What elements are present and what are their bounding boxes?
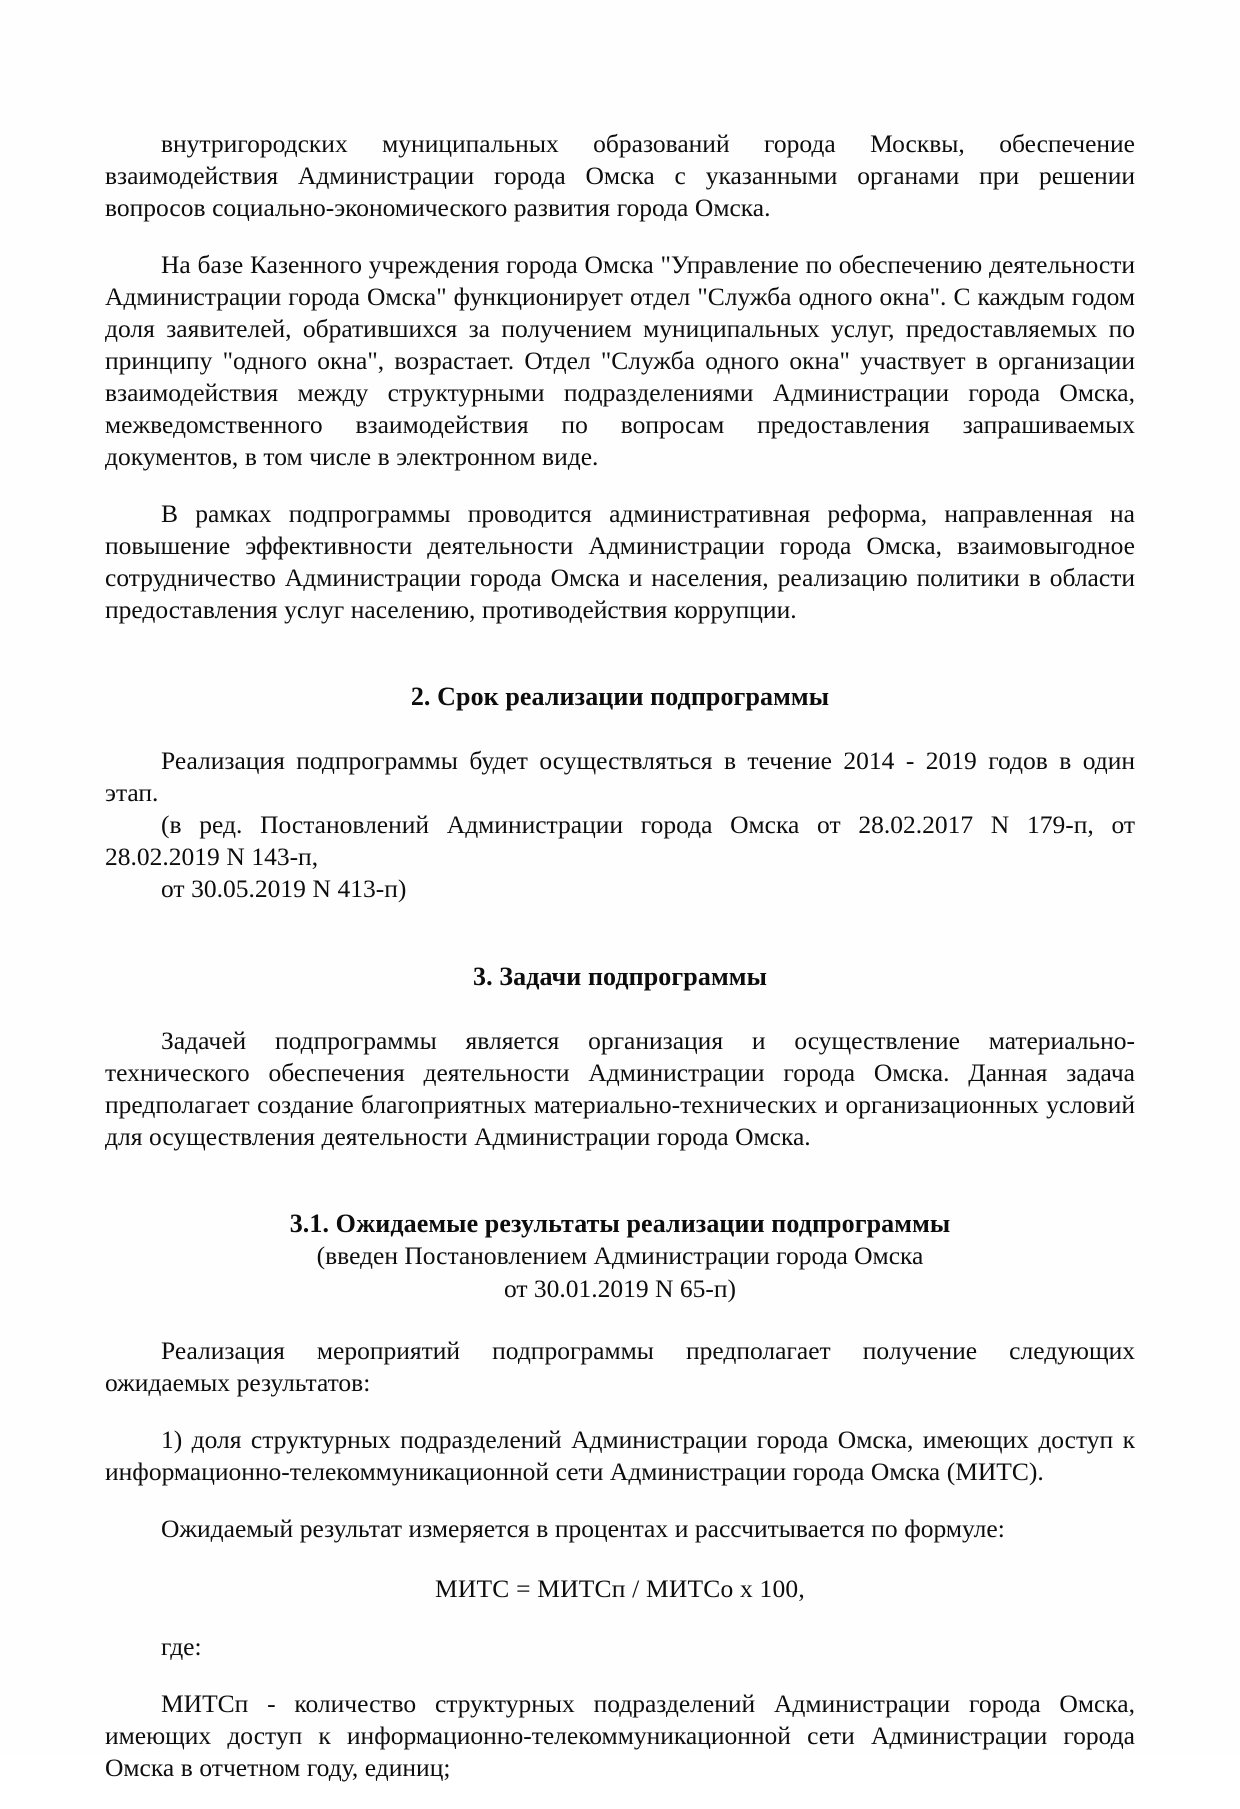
mitsp-definition: МИТСп - количество структурных подразделений Администрации города Омска, имеющих доступ к информационно-телекоммуникационной сети Администрации города Омска в отчетном году, единиц; [105, 1688, 1135, 1782]
section-3-1-heading-block [105, 1178, 1135, 1310]
expected-result-item-1: 1) доля структурных подразделений Администрации города Омска, имеющих доступ к информационно-телекоммуникационной сети Администрации города Омска (МИТС). [105, 1424, 1135, 1486]
mits-formula: МИТС = МИТСп / МИТСо x 100, [435, 1573, 805, 1603]
section-2-citation-line-1: (в ред. Постановлений Администрации города Омска от 28.02.2017 N 179-п, от 28.02.2019 N 143-п, [105, 809, 1135, 871]
section-3-heading-block [105, 930, 1135, 1000]
section-2-body: Реализация подпрограммы будет осуществляться в течение 2014 - 2019 годов в один этап. [105, 745, 1135, 807]
paragraph-intro-moscow: внутригородских муниципальных образований города Москвы, обеспечение взаимодействия Администрации города Омска с указанными органами при решении вопросов социально-экономического развития города Омска. [105, 129, 1135, 222]
paragraph-one-window-service: На базе Казенного учреждения города Омска "Управление по обеспечению деятельности Администрации города Омска" функционирует отдел "Служба одного окна". С каждым годом доля заявителей, обратившихся за получением муниципальных услуг, предоставляемых по принципу "одного окна", возрастает. Отдел "Служба одного окна" участвует в организации взаимодействия между структурными подразделениями Администрации города Омска, межведомственного взаимодействия по вопросам предоставления запрашиваемых документов, в том числе в электронном виде. [105, 250, 1135, 471]
section-3-heading: 3. Задачи подпрограммы [473, 961, 767, 991]
formula-spacer [105, 1606, 1135, 1631]
where-label: где: [161, 1631, 202, 1661]
measurement-description: Ожидаемый результат измеряется в процентах и рассчитывается по формуле: [161, 1513, 1005, 1543]
section-3-1-subtitle-line-2: от 30.01.2019 N 65-п) [504, 1274, 736, 1304]
paragraph-administrative-reform: В рамках подпрограммы проводится административная реформа, направленная на повышение эффективности деятельности Администрации города Омска, взаимовыгодное сотрудничество Администрации города Омска и населения, реализацию политики в области предоставления услуг населению, противодействия коррупции. [105, 499, 1135, 624]
section-3-1-subtitle-line-1: (введен Постановлением Администрации города Омска [316, 1241, 924, 1271]
section-3-1-intro: Реализация мероприятий подпрограммы предполагает получение следующих ожидаемых результатов: [105, 1335, 1135, 1397]
document-text-block [105, 128, 1135, 1809]
section-3-1-heading: 3.1. Ожидаемые результаты реализации подпрограммы [289, 1208, 951, 1238]
section-2-heading-block [105, 651, 1135, 720]
section-3-body: Задачей подпрограммы является организация и осуществление материально-технического обеспечения деятельности Администрации города Омска. Данная задача предполагает создание благоприятных материально-технических и организационных условий для осуществления деятельности Администрации города Омска. [105, 1025, 1135, 1151]
section-2-heading: 2. Срок реализации подпрограммы [410, 682, 830, 711]
section-2-citation-line-2: от 30.05.2019 N 413-п) [161, 873, 407, 903]
